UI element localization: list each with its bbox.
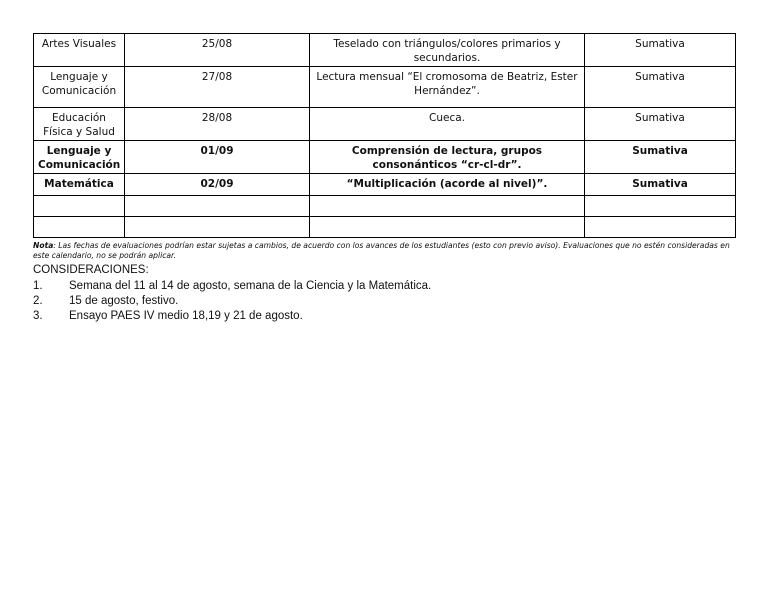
subject-cell [34, 217, 125, 238]
table-row [34, 217, 736, 238]
type-cell: Sumativa [585, 174, 736, 196]
date-cell: 01/09 [125, 141, 310, 174]
content-cell: Comprensión de lectura, grupos consonánticos “cr-cl-dr”. [310, 141, 585, 174]
table-row [34, 174, 736, 196]
list-item-text: Semana del 11 al 14 de agosto, semana de la Ciencia y la Matemática. [69, 280, 432, 292]
subject-cell: Artes Visuales [34, 34, 125, 67]
date-cell: 28/08 [125, 108, 310, 141]
table-row [34, 141, 736, 174]
content-cell: “Multiplicación (acorde al nivel)”. [310, 174, 585, 196]
subject-cell: Matemática [34, 174, 125, 196]
date-cell [125, 217, 310, 238]
content-cell [310, 217, 585, 238]
evaluation-calendar-table [33, 33, 736, 238]
date-cell: 02/09 [125, 174, 310, 196]
considerations-title: CONSIDERACIONES: [33, 264, 149, 276]
date-cell [125, 196, 310, 217]
date-cell: 25/08 [125, 34, 310, 67]
table-row [34, 108, 736, 141]
table-row [34, 34, 736, 67]
note-paragraph [33, 241, 739, 261]
subject-cell: Lenguaje y Comunicación [34, 67, 125, 108]
content-cell [310, 196, 585, 217]
type-cell: Sumativa [585, 34, 736, 67]
table-row [34, 196, 736, 217]
type-cell: Sumativa [585, 67, 736, 108]
note-label: Nota [33, 241, 54, 250]
type-cell: Sumativa [585, 141, 736, 174]
content-cell: Cueca. [310, 108, 585, 141]
note-text: : Las fechas de evaluaciones podrían estar sujetas a cambios, de acuerdo con los avances de los estudiantes (esto con previo aviso). Evaluaciones que no estén consideradas en este calendario, no se podrán aplicar. [33, 241, 730, 260]
content-cell: Teselado con triángulos/colores primarios y secundarios. [310, 34, 585, 67]
content-cell: Lectura mensual “El cromosoma de Beatriz, Ester Hernández”. [310, 67, 585, 108]
type-cell: Sumativa [585, 108, 736, 141]
list-item-number: 1. [33, 280, 43, 292]
type-cell [585, 217, 736, 238]
subject-cell: Lenguaje y Comunicación [34, 141, 125, 174]
list-item-number: 2. [33, 295, 43, 307]
type-cell [585, 196, 736, 217]
list-item-text: 15 de agosto, festivo. [69, 295, 179, 307]
list-item-text: Ensayo PAES IV medio 18,19 y 21 de agosto. [69, 310, 303, 322]
list-item-number: 3. [33, 310, 43, 322]
subject-cell [34, 196, 125, 217]
subject-cell: Educación Física y Salud [34, 108, 125, 141]
date-cell: 27/08 [125, 67, 310, 108]
table-row [34, 67, 736, 108]
